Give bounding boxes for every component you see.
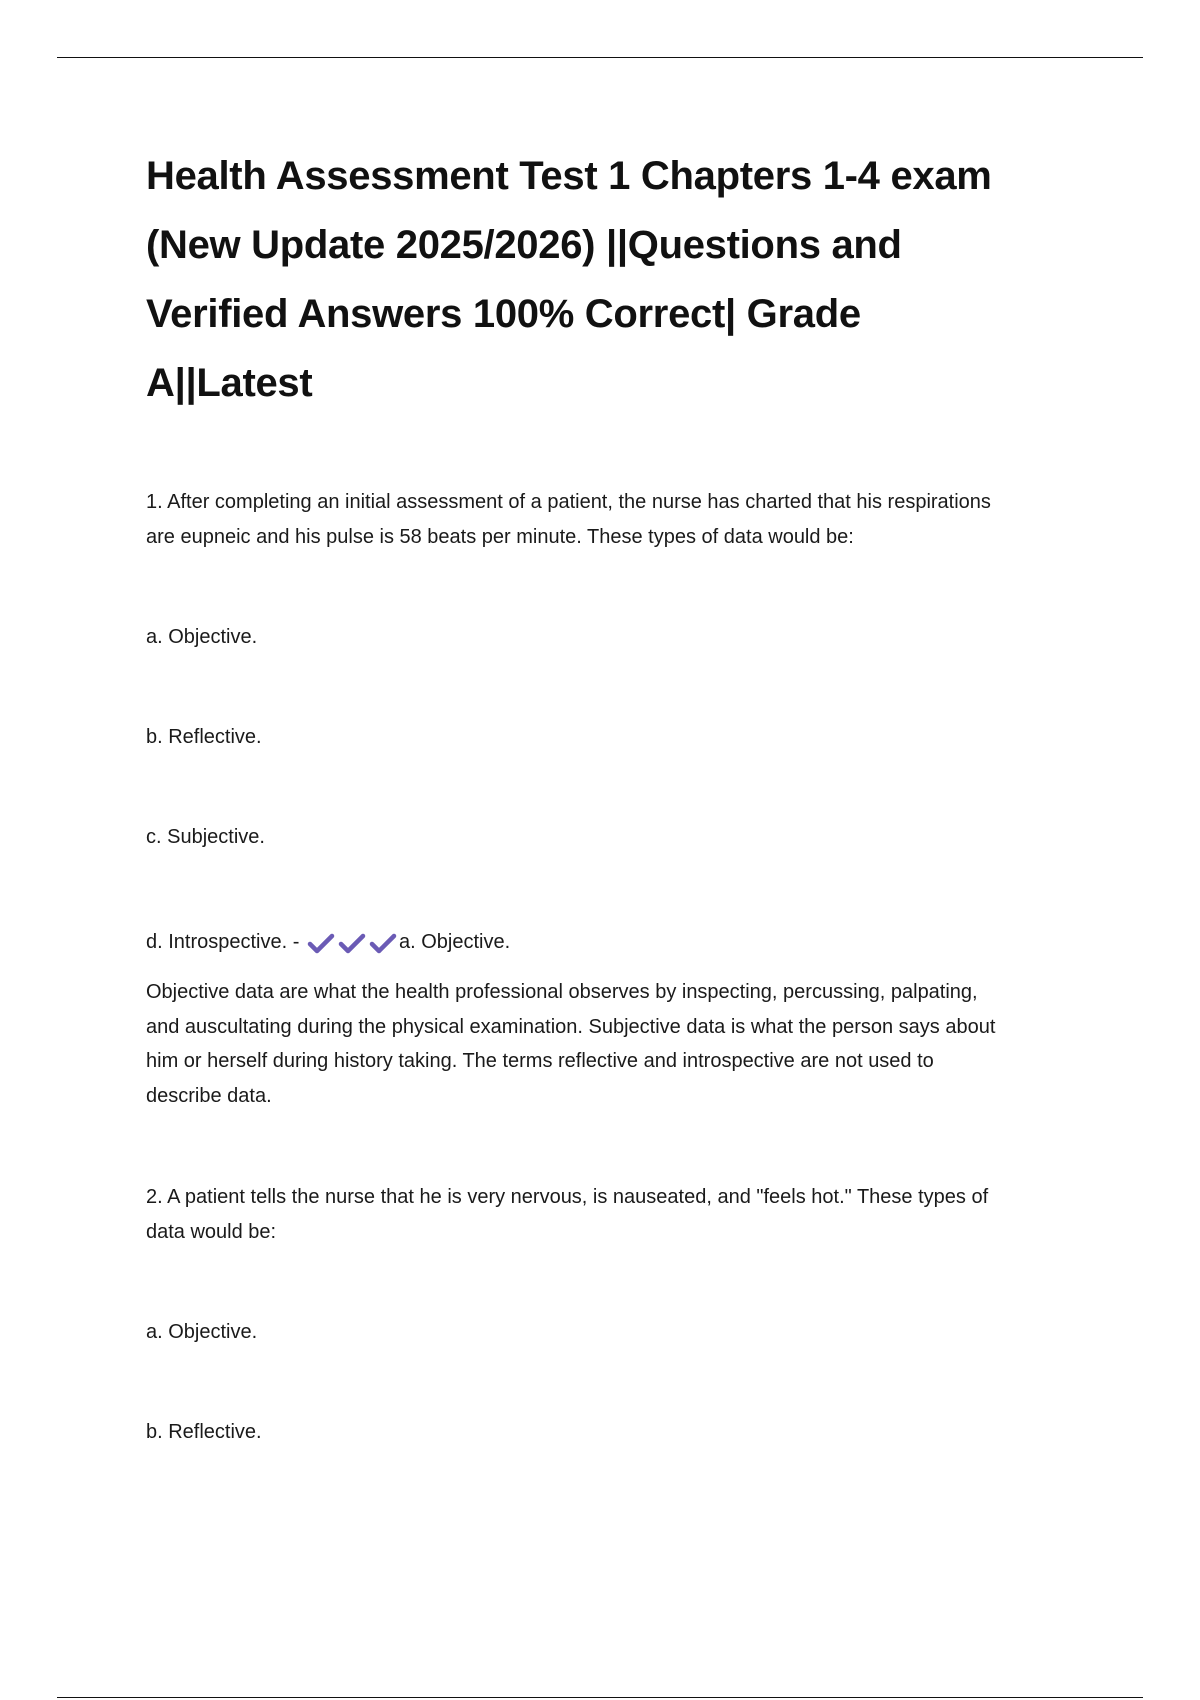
question-2-stem bbox=[146, 1180, 1096, 1249]
question-stem-line: are eupneic and his pulse is 58 beats per minute. These types of data would be: bbox=[146, 525, 854, 548]
question-stem-line: 1. After completing an initial assessment of a patient, the nurse has charted that his respirations bbox=[146, 491, 991, 513]
question-stem-line: data would be: bbox=[146, 1220, 277, 1243]
option-text: a. Objective. bbox=[146, 626, 258, 648]
question-1-option-d-with-answer bbox=[146, 925, 1096, 960]
rationale-line: him or herself during history taking. The terms reflective and introspective are not used to bbox=[146, 1050, 934, 1072]
option-text: c. Subjective. bbox=[146, 826, 265, 848]
option-text: d. Introspective. - bbox=[146, 931, 300, 953]
document-title-block bbox=[146, 142, 1096, 418]
option-text: b. Reflective. bbox=[146, 1421, 262, 1443]
question-1-option-a bbox=[146, 620, 1096, 655]
question-1-option-c bbox=[146, 820, 1096, 855]
question-1-option-b bbox=[146, 720, 1096, 755]
check-icon bbox=[307, 932, 335, 954]
correct-answer: a. Objective. bbox=[398, 931, 511, 953]
title-line: A||Latest bbox=[146, 361, 313, 405]
rationale-line: and auscultating during the physical examination. Subjective data is what the person says about bbox=[146, 1015, 996, 1038]
answer-checkmarks bbox=[307, 932, 397, 954]
question-2-option-b bbox=[146, 1415, 1096, 1450]
top-rule bbox=[57, 57, 1143, 58]
document-title bbox=[146, 142, 1096, 418]
question-stem-line: 2. A patient tells the nurse that he is very nervous, is nauseated, and "feels hot." These types of bbox=[146, 1186, 989, 1208]
rationale-line: describe data. bbox=[146, 1084, 272, 1107]
title-line: Health Assessment Test 1 Chapters 1-4 exam bbox=[146, 154, 992, 198]
question-1-rationale bbox=[146, 975, 1096, 1113]
check-icon bbox=[369, 932, 397, 954]
title-line: (New Update 2025/2026) ||Questions and bbox=[146, 223, 902, 267]
option-text: b. Reflective. bbox=[146, 726, 262, 748]
question-1-stem bbox=[146, 485, 1096, 554]
title-line: Verified Answers 100% Correct| Grade bbox=[146, 292, 861, 336]
rationale-line: Objective data are what the health professional observes by inspecting, percussing, palpating, bbox=[146, 981, 978, 1003]
check-icon bbox=[338, 932, 366, 954]
question-2-option-a bbox=[146, 1315, 1096, 1350]
bottom-rule bbox=[57, 1697, 1143, 1698]
option-text: a. Objective. bbox=[146, 1321, 258, 1343]
